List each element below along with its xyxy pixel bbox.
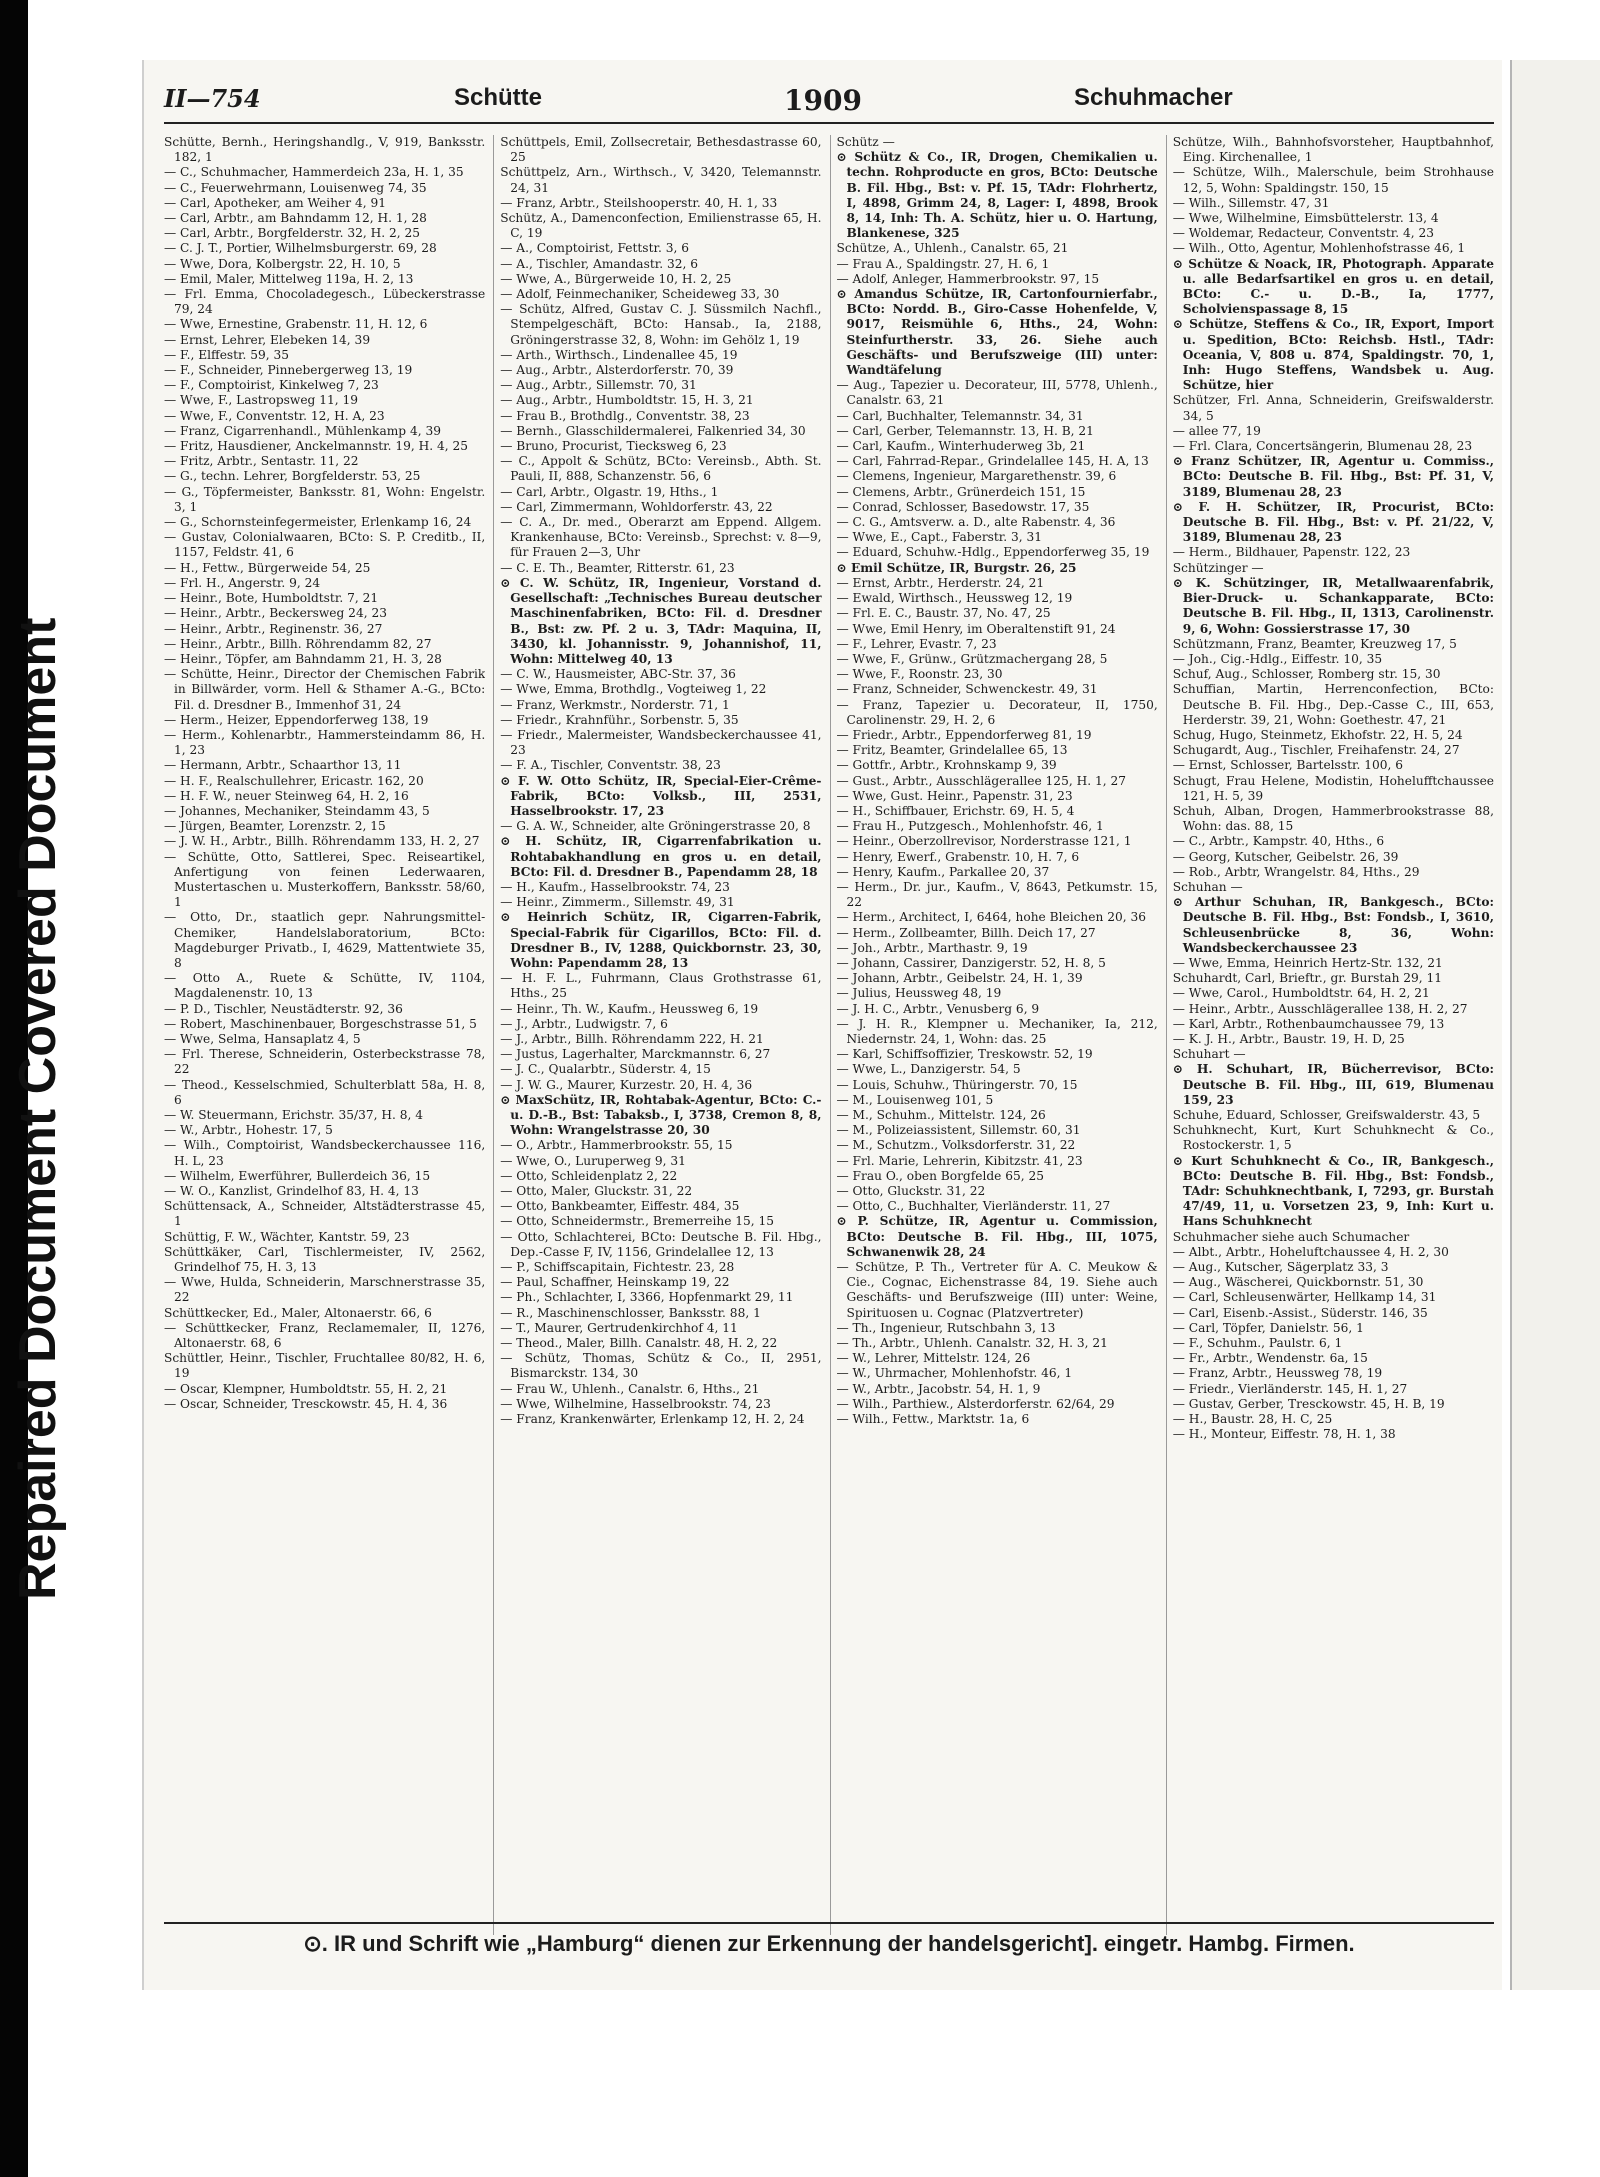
directory-entry: — M., Schutzm., Volksdorferstr. 31, 22 [836,1138,1076,1153]
directory-entry: Schütz, A., Damenconfection, Emilienstrasse 65, H. C, 19 [500,211,822,241]
directory-entry: — Carl, Fahrrad-Repar., Grindelallee 145, H. A, 13 [836,454,1149,469]
directory-entry: — R., Maschinenschlosser, Banksstr. 88, 1 [500,1305,761,1320]
header-year: 1909 [784,84,862,117]
directory-entry: — Schütze, Wilh., Malerschule, beim Strohhause 12, 5, Wohn: Spaldingstr. 150, 15 [1172,165,1494,195]
directory-entry: — Friedr., Malermeister, Wandsbeckerchaussee 41, 23 [500,727,822,758]
directory-entry: — Friedr., Vierländerstr. 145, H. 1, 27 [1172,1381,1408,1396]
directory-entry: — Adolf, Feinmechaniker, Scheideweg 33, 30 [500,287,780,302]
directory-entry: — Wwe, Wilhelmine, Eimsbüttelerstr. 13, 4 [1172,211,1439,226]
adjacent-page-edge [1510,60,1600,1990]
directory-entry: — Carl, Arbtr., Borgfelderstr. 32, H. 2, 25 [164,226,420,241]
directory-entry: — Albt., Arbtr., Hoheluftchaussee 4, H. 2, 30 [1172,1244,1449,1259]
directory-entry: — Wilh., Parthiew., Alsterdorferstr. 62/64, 29 [836,1396,1115,1411]
directory-entry: — W., Lehrer, Mittelstr. 124, 26 [836,1351,1031,1366]
directory-entry: — Carl, Zimmermann, Wohldorferstr. 43, 22 [500,499,773,514]
directory-entry: — Frl. H., Angerstr. 9, 24 [164,575,321,590]
directory-entry: — H. F., Realschullehrer, Ericastr. 162, 20 [164,773,424,788]
directory-entry: — M., Schuhm., Mittelstr. 124, 26 [836,1108,1046,1122]
directory-entry: — Wilh., Otto, Agentur, Mohlenhofstrasse 46, 1 [1172,241,1466,256]
directory-entry: — F., Schneider, Pinnebergerweg 13, 19 [164,363,413,378]
directory-entry: — Otto, Maler, Gluckstr. 31, 22 [500,1184,693,1199]
directory-entry: — G., Töpfermeister, Banksstr. 81, Wohn: Engelstr. 3, 1 [164,484,486,514]
directory-entry: — Paul, Schaffner, Heinskamp 19, 22 [500,1275,730,1290]
directory-entry: Schützinger — [1172,560,1264,575]
directory-entry: — Wwe, Emma, Heinrich Hertz-Str. 132, 21 [1172,955,1443,970]
directory-entry: — Friedr., Krahnführ., Sorbenstr. 5, 35 [500,712,739,727]
directory-entry: — Frau A., Spaldingstr. 27, H. 6, 1 [836,256,1050,271]
directory-entry: — Heinr., Bote, Humboldtstr. 7, 21 [164,591,379,606]
directory-entry: — M., Polizeiassistent, Sillemstr. 60, 31 [836,1123,1081,1138]
directory-entry: — F. A., Tischler, Conventstr. 38, 23 [500,758,721,773]
directory-entry: — H., Baustr. 28, H. C, 25 [1172,1412,1333,1427]
directory-entry: ⊙ MaxSchütz, IR, Rohtabak-Agentur, BCto: C.- u. D.-B., Bst: Tabaksb., I, 3738, Cremon 8, 8, Wohn: Wrangelstrasse 20, 30 [500,1092,822,1138]
directory-entry: Schuhardt, Carl, Brieftr., gr. Burstah 29, 11 [1172,971,1443,986]
directory-entry: — Herm., Dr. jur., Kaufm., V, 8643, Petkumstr. 15, 22 [836,879,1158,910]
directory-entry: — P. D., Tischler, Neustädterstr. 92, 36 [164,1001,403,1016]
directory-entry: — Wwe, Hulda, Schneiderin, Marschnerstrasse 35, 22 [164,1275,486,1305]
directory-entry: — Otto, Schlachterei, BCto: Deutsche B. Fil. Hbg., Dep.-Casse F, IV, 1156, Grindelallee 12, 13 [500,1229,822,1259]
directory-entry: — A., Tischler, Amandastr. 32, 6 [500,256,698,271]
directory-entry: — Heinr., Arbtr., Beckersweg 24, 23 [164,606,387,621]
directory-entry: — H., Schiffbauer, Erichstr. 69, H. 5, 4 [836,803,1075,818]
directory-entry: — Heinr., Oberzollrevisor, Norderstrasse 121, 1 [836,834,1132,849]
directory-entry: Schüttpelz, Arn., Wirthsch., V, 3420, Telemannstr. 24, 31 [500,165,822,195]
directory-entry: — Arth., Wirthsch., Lindenallee 45, 19 [500,347,738,362]
directory-entry: — Johannes, Mechaniker, Steindamm 43, 5 [164,803,430,818]
directory-entry: — Frl. E. C., Baustr. 37, No. 47, 25 [836,606,1051,621]
directory-entry: — Adolf, Anleger, Hammerbrookstr. 97, 15 [836,271,1100,286]
directory-entry: — G., techn. Lehrer, Borgfelderstr. 53, 25 [164,469,421,484]
entry-columns [164,135,1494,1935]
directory-entry: — W. Steuermann, Erichstr. 35/37, H. 8, 4 [164,1108,424,1122]
directory-entry: — Georg, Kutscher, Geibelstr. 26, 39 [1172,849,1399,864]
directory-entry: — C. A., Dr. med., Oberarzt am Eppend. Allgem. Krankenhause, BCto: Vereinsb., Sprechst: v. 8—9, für Frauen 2—3, Uhr [500,515,822,560]
directory-entry: — Th., Arbtr., Uhlenh. Canalstr. 32, H. 3, 21 [836,1336,1108,1351]
directory-entry: — K. J. H., Arbtr., Baustr. 19, H. D, 25 [1172,1031,1405,1046]
directory-entry: — C. W., Hausmeister, ABC-Str. 37, 36 [500,667,736,682]
directory-entry: — Herm., Architect, I, 6464, hohe Bleichen 20, 36 [836,910,1146,925]
directory-entry: Schütze, A., Uhlenh., Canalstr. 65, 21 [836,241,1069,256]
directory-entry: — Gottfr., Arbtr., Krohnskamp 9, 39 [836,758,1057,773]
directory-entry: — C., Schuhmacher, Hammerdeich 23a, H. 1, 35 [164,165,464,180]
directory-entry: — H. F. W., neuer Steinweg 64, H. 2, 16 [164,788,409,803]
directory-entry: — Hermann, Arbtr., Schaarthor 13, 11 [164,758,402,773]
directory-entry: — W. O., Kanzlist, Grindelhof 83, H. 4, 13 [164,1184,419,1199]
directory-entry: — Schüttkecker, Franz, Reclamemaler, II, 1276, Altonaerstr. 68, 6 [164,1320,486,1351]
directory-entry: — Schütte, Heinr., Director der Chemischen Fabrik in Billwärder, vorm. Hell & Sthamer A.-G., BCto: Fil. d. Dresdner B., Immenhof 31, 24 [164,667,486,712]
directory-entry: — Wwe, Emil Henry, im Oberaltenstift 91, 24 [836,621,1116,636]
directory-entry: — Joh., Cig.-Hdlg., Eiffestr. 10, 35 [1172,651,1383,666]
directory-entry: — Schütz, Thomas, Schütz & Co., II, 2951, Bismarckstr. 134, 30 [500,1351,822,1381]
directory-entry: — Aug., Wäscherei, Quickbornstr. 51, 30 [1172,1275,1424,1290]
directory-entry: ⊙ H. Schuhart, IR, Bücherrevisor, BCto: Deutsche B. Fil. Hbg., III, 619, Blumenau 159, 23 [1172,1062,1494,1107]
directory-entry: — Heinr., Arbtr., Billh. Röhrendamm 82, 27 [164,636,432,651]
directory-entry: — C. E. Th., Beamter, Ritterstr. 61, 23 [500,560,735,575]
directory-entry: — Gust., Arbtr., Ausschlägerallee 125, H. 1, 27 [836,773,1126,788]
directory-entry: — Robert, Maschinenbauer, Borgeschstrasse 51, 5 [164,1016,477,1031]
directory-entry: Schüttkecker, Ed., Maler, Altonaerstr. 66, 6 [164,1305,432,1320]
directory-entry: — Carl, Schleusenwärter, Hellkamp 14, 31 [1172,1290,1437,1305]
directory-entry: Schuf, Aug., Schlosser, Romberg str. 15, 30 [1172,667,1441,682]
directory-entry: — Aug., Arbtr., Humboldtstr. 15, H. 3, 21 [500,393,754,408]
directory-entry: — Johann, Arbtr., Geibelstr. 24, H. 1, 39 [836,971,1083,986]
directory-entry: — Herm., Bildhauer, Papenstr. 122, 23 [1172,545,1411,560]
directory-entry: — Wwe, Selma, Hansaplatz 4, 5 [164,1031,361,1046]
directory-entry: — Heinr., Zimmerm., Sillemstr. 49, 31 [500,895,735,910]
directory-entry: — W., Arbtr., Jacobstr. 54, H. 1, 9 [836,1381,1041,1396]
directory-entry: — Herm., Zollbeamter, Billh. Deich 17, 27 [836,925,1096,940]
directory-entry: — Wilh., Fettw., Marktstr. 1a, 6 [836,1412,1030,1427]
directory-entry: — Carl, Buchhalter, Telemannstr. 34, 31 [836,408,1084,423]
column-4 [1166,135,1494,1935]
directory-entry: — J. H. C., Arbtr., Venusberg 6, 9 [836,1001,1040,1016]
directory-entry: — Otto, C., Buchhalter, Vierländerstr. 11, 27 [836,1199,1111,1214]
directory-entry: ⊙ P. Schütze, IR, Agentur u. Commission, BCto: Deutsche B. Fil. Hbg., III, 1075, Schwanenwik 28, 24 [836,1214,1158,1259]
directory-entry: Schüttensack, A., Schneider, Altstädterstrasse 45, 1 [164,1199,486,1229]
directory-entry: — Wwe, Dora, Kolbergstr. 22, H. 10, 5 [164,256,401,271]
column-2 [493,135,821,1935]
directory-entry: — Heinr., Töpfer, am Bahndamm 21, H. 3, 28 [164,651,442,666]
directory-entry: — H., Monteur, Eiffestr. 78, H. 1, 38 [1172,1427,1396,1442]
side-stamp: Repaired Document Covered Document [9,617,67,1600]
directory-entry: — Wwe, Gust. Heinr., Papenstr. 31, 23 [836,788,1073,803]
directory-entry: — Ewald, Wirthsch., Heussweg 12, 19 [836,591,1073,606]
directory-entry: — T., Maurer, Gertrudenkirchhof 4, 11 [500,1320,738,1335]
directory-entry: — Wilh., Sillemstr. 47, 31 [1172,195,1330,210]
directory-entry: — Wwe, F., Roonstr. 23, 30 [836,667,1003,682]
directory-entry: — allee 77, 19 [1172,423,1261,438]
directory-entry: — Wilhelm, Ewerführer, Bullerdeich 36, 15 [164,1168,431,1183]
page-number: II—754 [164,84,261,113]
directory-entry: — Ernst, Arbtr., Herderstr. 24, 21 [836,575,1045,590]
directory-entry: — Theod., Kesselschmied, Schulterblatt 58a, H. 8, 6 [164,1077,486,1107]
directory-entry: Schuhan — [1172,879,1243,894]
directory-entry: — Franz, Tapezier u. Decorateur, II, 1750, Carolinenstr. 29, H. 2, 6 [836,697,1158,727]
directory-entry: ⊙ Heinrich Schütz, IR, Cigarren-Fabrik, Special-Fabrik für Cigarillos, BCto: Fil. d. Dresdner B., IV, 1288, Quickbornstr. 23, 30, Wohn: Papendamm 28, 13 [500,910,822,970]
directory-entry: ⊙ H. Schütz, IR, Cigarrenfabrikation u. Rohtabakhandlung en gros u. en detail, BCto: Fil. d. Dresdner B., Papendamm 28, 18 [500,834,822,879]
directory-entry: ⊙ F. H. Schützer, IR, Procurist, BCto: Deutsche B. Fil. Hbg., Bst: v. Pf. 21/22, V, 3189, Blumenau 28, 23 [1172,499,1494,545]
directory-entry: — C. J. T., Portier, Wilhelmsburgerstr. 69, 28 [164,241,437,256]
directory-entry: — Wwe, Ernestine, Grabenstr. 11, H. 12, 6 [164,317,428,332]
directory-entry: — Otto, Bankbeamter, Eiffestr. 484, 35 [500,1199,740,1214]
directory-entry: — Schütte, Otto, Sattlerei, Spec. Reiseartikel, Anfertigung von feinen Lederwaaren, Mustertaschen u. Musterkoffern, Banksstr. 58/60, 1 [164,849,486,910]
directory-entry: Schüttig, F. W., Wächter, Kantstr. 59, 23 [164,1229,410,1244]
directory-entry: — C., Arbtr., Kampstr. 40, Hths., 6 [1172,834,1385,849]
directory-entry: — Schütze, P. Th., Vertreter für A. C. Meukow & Cie., Cognac, Eichenstrasse 84, 19. Siehe auch Geschäfts- und Berufszweige (III) unter: Weine, Spirituosen u. Cognac (Platzvertreter) [836,1260,1158,1320]
directory-entry: — Ernst, Schlosser, Bartelsstr. 100, 6 [1172,758,1403,773]
directory-entry: ⊙ C. W. Schütz, IR, Ingenieur, Vorstand d. Gesellschaft: „Technisches Bureau deutscher Maschinenfabriken, BCto: Fil. d. Dresdner B., Bst: zw. Pf. 2 u. 3, TAdr: Maquina, II, 3430, kl. Johannisstr. 9, Johannishof, 11, Wohn: Mittelweg 40, 13 [500,575,822,666]
directory-entry: — F., Elffestr. 59, 35 [164,347,290,362]
directory-entry: — C., Appolt & Schütz, BCto: Vereinsb., Abth. St. Pauli, II, 888, Schanzenstr. 56, 6 [500,454,822,484]
directory-entry: — Jürgen, Beamter, Lorenzstr. 2, 15 [164,819,386,834]
directory-entry: — C., Feuerwehrmann, Louisenweg 74, 35 [164,180,427,195]
directory-entry: — Wwe, A., Bürgerweide 10, H. 2, 25 [500,271,732,286]
directory-entry: — Fritz, Arbtr., Sentastr. 11, 22 [164,454,359,469]
directory-page [142,60,1502,1990]
header-left-keyword: Schütte [454,84,543,111]
directory-entry: Schugardt, Aug., Tischler, Freihafenstr. 24, 27 [1172,743,1460,758]
directory-entry: — Franz, Arbtr., Steilshooperstr. 40, H. 1, 33 [500,195,778,210]
header-right-keyword: Schuhmacher [1074,84,1233,111]
directory-entry: — J. W. G., Maurer, Kurzestr. 20, H. 4, 36 [500,1077,753,1092]
directory-entry: — Herm., Heizer, Eppendorferweg 138, 19 [164,712,429,727]
directory-entry: — Bruno, Procurist, Tiecksweg 6, 23 [500,439,727,454]
directory-entry: — O., Arbtr., Hammerbrookstr. 55, 15 [500,1138,733,1153]
directory-entry: — H. F. L., Fuhrmann, Claus Grothstrasse 61, Hths., 25 [500,971,822,1001]
directory-entry: ⊙ Schütz & Co., IR, Drogen, Chemikalien u. techn. Rohproducte en gros, BCto: Deutsche B. Fil. Hbg., Bst: v. Pf. 15, TAdr: Flohrhertz, I, 4898, Grimm 24, 8, Lager: I, 4898, Brook 8, 14, Inh: Th. A. Schütz, hier u. O. Hartung, Blankenese, 325 [836,150,1158,241]
directory-entry: — Oscar, Klempner, Humboldtstr. 55, H. 2, 21 [164,1381,448,1396]
directory-entry: — Frau O., oben Borgfelde 65, 25 [836,1168,1045,1183]
directory-entry: — G., Schornsteinfegermeister, Erlenkamp 16, 24 [164,515,472,530]
directory-entry: — Wwe, F., Conventstr. 12, H. A, 23 [164,408,385,423]
directory-entry: — J., Arbtr., Billh. Röhrendamm 222, H. 21 [500,1031,764,1046]
directory-entry: ⊙ Emil Schütze, IR, Burgstr. 26, 25 [836,560,1077,575]
directory-entry: — Otto, Dr., staatlich gepr. Nahrungsmittel-Chemiker, Handelslaboratorium, BCto: Magdeburger Privatb., I, 4629, Mattentwiete 35, 8 [164,910,486,970]
directory-entry: — Frl. Emma, Chocoladegesch., Lübeckerstrasse 79, 24 [164,287,486,317]
directory-entry: — J. H. R., Klempner u. Mechaniker, Ia, 212, Niedernstr. 24, 1, Wohn: das. 25 [836,1016,1158,1046]
directory-entry: — Emil, Maler, Mittelweg 119a, H. 2, 13 [164,271,414,286]
directory-entry: — Oscar, Schneider, Tresckowstr. 45, H. 4, 36 [164,1396,448,1411]
directory-entry: — Frl. Marie, Lehrerin, Kibitzstr. 41, 23 [836,1153,1083,1168]
column-1 [164,135,485,1935]
directory-entry: Schütze, Wilh., Bahnhofsvorsteher, Hauptbahnhof, Eing. Kirchenallee, 1 [1172,135,1494,165]
directory-entry: — Wwe, Carol., Humboldtstr. 64, H. 2, 21 [1172,986,1430,1001]
directory-entry: ⊙ K. Schützinger, IR, Metallwaarenfabrik, Bier-Druck- u. Schankapparate, BCto: Deutsche B. Fil. Hbg., II, 1313, Carolinenstr. 9, 6, Wohn: Gossierstrasse 17, 30 [1172,575,1494,636]
directory-entry: — Heinr., Arbtr., Ausschlägerallee 138, H. 2, 27 [1172,1001,1468,1016]
directory-entry: Schugt, Frau Helene, Modistin, Hohelufftchaussee 121, H. 5, 39 [1172,773,1494,803]
directory-entry: ⊙ Franz Schützer, IR, Agentur u. Commiss., BCto: Deutsche B. Fil. Hbg., Bst: Pf. 31, V, 3189, Blumenau 28, 23 [1172,454,1494,499]
directory-entry: — Gustav, Colonialwaaren, BCto: S. P. Creditb., II, 1157, Feldstr. 41, 6 [164,530,486,560]
directory-entry: — Julius, Heussweg 48, 19 [836,986,1002,1001]
directory-entry: — Wwe, Wilhelmine, Hasselbrookstr. 74, 23 [500,1396,771,1411]
directory-entry: — Wwe, Emma, Brothdlg., Vogteiweg 1, 22 [500,682,767,697]
directory-entry: — G. A. W., Schneider, alte Gröningerstrasse 20, 8 [500,819,811,834]
column-3 [830,135,1158,1935]
directory-entry: — Otto A., Ruete & Schütte, IV, 1104, Magdalenenstr. 10, 13 [164,971,486,1001]
directory-entry: — P., Schiffscapitain, Fichtestr. 23, 28 [500,1260,735,1275]
page-header [164,72,1494,124]
directory-entry: — Aug., Kutscher, Sägerplatz 33, 3 [1172,1260,1389,1275]
directory-entry: — Otto, Gluckstr. 31, 22 [836,1184,986,1199]
directory-entry: Schuhmacher siehe auch Schumacher [1172,1229,1410,1244]
directory-entry: — Carl, Arbtr., Olgastr. 19, Hths., 1 [500,484,719,499]
directory-entry: — Franz, Cigarrenhandl., Mühlenkamp 4, 39 [164,423,441,438]
directory-entry: — Wilh., Comptoirist, Wandsbeckerchaussee 116, H. L, 23 [164,1138,486,1168]
directory-entry: ⊙ Arthur Schuhan, IR, Bankgesch., BCto: Deutsche B. Fil. Hbg., Bst: Fondsb., I, 3610, Schleusenbrücke 8, 36, Wohn: Wandsbeckerchaussee 23 [1172,895,1494,955]
directory-entry: — Ph., Schlachter, I, 3366, Hopfenmarkt 29, 11 [500,1290,794,1305]
directory-entry: — Ernst, Lehrer, Elebeken 14, 39 [164,332,371,347]
page-footer: ⊙. IR und Schrift wie „Hamburg“ dienen zur Erkennung der handelsgericht]. eingetr. Hambg. Firmen. [164,1922,1494,1964]
directory-entry: — Fritz, Beamter, Grindelallee 65, 13 [836,743,1068,758]
directory-entry: — Franz, Arbtr., Heussweg 78, 19 [1172,1366,1383,1381]
directory-entry: — Carl, Eisenb.-Assist., Süderstr. 146, 35 [1172,1305,1428,1320]
directory-entry: — Woldemar, Redacteur, Conventstr. 4, 23 [1172,226,1435,241]
directory-entry: Schützmann, Franz, Beamter, Kreuzweg 17, 5 [1172,636,1457,651]
directory-entry: — Wwe, E., Capt., Faberstr. 3, 31 [836,530,1043,545]
directory-entry: — Conrad, Schlosser, Basedowstr. 17, 35 [836,499,1090,514]
directory-entry: — Clemens, Ingenieur, Margarethenstr. 39, 6 [836,469,1117,484]
directory-entry: Schüttler, Heinr., Tischler, Fruchtallee 80/82, H. 6, 19 [164,1351,486,1381]
directory-entry: ⊙ Kurt Schuhknecht & Co., IR, Bankgesch., BCto: Deutsche B. Fil. Hbg., Bst: Fondsb., TAdr: Schuhknechtbank, I, 7293, gr. Burstah 47/49, 11, u. Vorsetzen 23, 9, Inh: Kurt u. Hans Schuhknecht [1172,1153,1494,1229]
directory-entry: — Joh., Arbtr., Marthastr. 9, 19 [836,940,1028,955]
directory-entry: Schüttpels, Emil, Zollsecretair, Bethesdastrasse 60, 25 [500,135,822,165]
directory-entry: — Louis, Schuhw., Thüringerstr. 70, 15 [836,1077,1078,1092]
directory-entry: — Aug., Arbtr., Sillemstr. 70, 31 [500,378,697,393]
directory-entry: — Th., Ingenieur, Rutschbahn 3, 13 [836,1320,1056,1335]
directory-entry: — Wwe, L., Danzigerstr. 54, 5 [836,1062,1021,1077]
directory-entry: — Herm., Kohlenarbtr., Hammersteindamm 86, H. 1, 23 [164,727,486,758]
directory-entry: — Carl, Kaufm., Winterhuderweg 3b, 21 [836,439,1086,454]
directory-entry: Schütte, Bernh., Heringshandlg., V, 919, Banksstr. 182, 1 [164,135,486,165]
directory-entry: — F., Schuhm., Paulstr. 6, 1 [1172,1336,1343,1351]
directory-entry: — H., Fettw., Bürgerweide 54, 25 [164,560,371,575]
directory-entry: Schüttkäker, Carl, Tischlermeister, IV, 2562, Grindelhof 75, H. 3, 13 [164,1244,486,1275]
directory-entry: — H., Kaufm., Hasselbrookstr. 74, 23 [500,879,730,894]
directory-entry: — Franz, Schneider, Schwenckestr. 49, 31 [836,682,1098,697]
directory-entry: — Schütz, Alfred, Gustav C. J. Süssmilch Nachfl., Stempelgeschäft, BCto: Hansab., Ia, 2188, Gröningerstrasse 32, 8, Wohn: im Gehölz 1, 19 [500,302,822,347]
directory-entry: Schützer, Frl. Anna, Schneiderin, Greifswalderstr. 34, 5 [1172,393,1494,423]
directory-entry: — Carl, Töpfer, Danielstr. 56, 1 [1172,1320,1364,1335]
directory-entry: — Frau W., Uhlenh., Canalstr. 6, Hths., 21 [500,1381,760,1396]
directory-entry: ⊙ F. W. Otto Schütz, IR, Special-Eier-Crême-Fabrik, BCto: Volksb., III, 2531, Hasselbrookstr. 17, 23 [500,773,822,818]
directory-entry: — Wwe, F., Lastropsweg 11, 19 [164,393,358,408]
directory-entry: — Frl. Therese, Schneiderin, Osterbeckstrasse 78, 22 [164,1047,486,1077]
directory-entry: — J. C., Qualarbtr., Süderstr. 4, 15 [500,1062,711,1077]
directory-entry: — Franz, Krankenwärter, Erlenkamp 12, H. 2, 24 [500,1412,805,1427]
directory-entry: — W., Uhrmacher, Mohlenhofstr. 46, 1 [836,1366,1073,1381]
directory-entry: — Wwe, O., Luruperweg 9, 31 [500,1153,686,1168]
directory-entry: — Otto, Schneidermstr., Bremerreihe 15, 15 [500,1214,775,1229]
directory-entry: — Gustav, Gerber, Tresckowstr. 45, H. B, 19 [1172,1396,1445,1411]
directory-entry: — Franz, Werkmstr., Norderstr. 71, 1 [500,697,730,712]
directory-entry: — M., Louisenweg 101, 5 [836,1092,994,1107]
directory-entry: — Wwe, F., Grünw., Grützmachergang 28, 5 [836,651,1108,666]
directory-entry: — Clemens, Arbtr., Grünerdeich 151, 15 [836,484,1086,499]
directory-entry: — Carl, Arbtr., am Bahndamm 12, H. 1, 28 [164,211,427,226]
directory-entry: — Johann, Cassirer, Danzigerstr. 52, H. 8, 5 [836,955,1106,970]
directory-entry: — Otto, Schleidenplatz 2, 22 [500,1168,678,1183]
directory-entry: — Rob., Arbtr, Wrangelstr. 84, Hths., 29 [1172,864,1420,879]
directory-entry: — Theod., Maler, Billh. Canalstr. 48, H. 2, 22 [500,1336,778,1351]
directory-entry: — J., Arbtr., Ludwigstr. 7, 6 [500,1016,668,1031]
directory-entry: ⊙ Schütze, Steffens & Co., IR, Export, Import u. Spedition, BCto: Reichsb. Hstl., TAdr: Oceania, V, 808 u. 874, Spaldingstr. 70, 1, Inh: Hugo Steffens, Wandsbek u. Aug. Schütze, hier [1172,317,1494,393]
directory-entry: — F., Comptoirist, Kinkelweg 7, 23 [164,378,379,393]
directory-entry: — W., Arbtr., Hohestr. 17, 5 [164,1123,333,1138]
directory-entry: — Henry, Ewerf., Grabenstr. 10, H. 7, 6 [836,849,1080,864]
directory-entry: — Carl, Gerber, Telemannstr. 13, H. B, 21 [836,423,1094,438]
directory-entry: ⊙ Amandus Schütze, IR, Cartonfournierfabr., BCto: Nordd. B., Giro-Casse Hohenfelde, V, 9017, Reismühle 6, Hths., 24, Wohn: Steinfurtherstr. 33, 26. Siehe auch Geschäfts- und Berufszweige (III) unter: Wandtäfelung [836,287,1158,378]
directory-entry: — Aug., Arbtr., Alsterdorferstr. 70, 39 [500,363,734,378]
directory-entry: — J. W. H., Arbtr., Billh. Röhrendamm 133, H. 2, 27 [164,834,480,849]
directory-entry: — Karl, Arbtr., Rothenbaumchaussee 79, 13 [1172,1016,1445,1031]
directory-entry: — Karl, Schiffsoffizier, Treskowstr. 52, 19 [836,1047,1093,1062]
directory-entry: ⊙ Schütze & Noack, IR, Photograph. Apparate u. alle Bedarfsartikel en gros u. en detail, BCto: C.- u. D.-B., Ia, 1777, Scholvienspassage 8, 15 [1172,256,1494,317]
directory-entry: — Aug., Tapezier u. Decorateur, III, 5778, Uhlenh., Canalstr. 63, 21 [836,378,1158,408]
directory-entry: — Bernh., Glasschildermalerei, Falkenried 34, 30 [500,423,806,438]
directory-entry: — Heinr., Arbtr., Reginenstr. 36, 27 [164,621,383,636]
directory-entry: — Frau H., Putzgesch., Mohlenhofstr. 46, 1 [836,819,1104,834]
directory-entry: Schuhe, Eduard, Schlosser, Greifswalderstr. 43, 5 [1172,1108,1481,1122]
directory-entry: — Frl. Clara, Concertsängerin, Blumenau 28, 23 [1172,439,1473,454]
directory-entry: — F., Lehrer, Evastr. 7, 23 [836,636,997,651]
directory-entry: — A., Comptoirist, Fettstr. 3, 6 [500,241,689,256]
directory-entry: — Henry, Kaufm., Parkallee 20, 37 [836,864,1050,879]
directory-entry: Schütz — [836,135,895,149]
directory-entry: Schuffian, Martin, Herrenconfection, BCto: Deutsche B. Fil. Hbg., Dep.-Casse C., III, 653, Herderstr. 39, 21, Wohn: Goethestr. 47, 21 [1172,682,1494,727]
directory-entry: — Frau B., Brothdlg., Conventstr. 38, 23 [500,408,750,423]
directory-entry: Schug, Hugo, Steinmetz, Ekhofstr. 22, H. 5, 24 [1172,727,1463,742]
directory-entry: — Fr., Arbtr., Wendenstr. 6a, 15 [1172,1351,1368,1366]
directory-entry: Schuhknecht, Kurt, Kurt Schuhknecht & Co., Rostockerstr. 1, 5 [1172,1123,1494,1153]
directory-entry: Schuhart — [1172,1047,1246,1062]
directory-entry: — Justus, Lagerhalter, Marckmannstr. 6, 27 [500,1047,771,1062]
directory-entry: Schuh, Alban, Drogen, Hammerbrookstrasse 88, Wohn: das. 88, 15 [1172,803,1494,834]
directory-entry: — Fritz, Hausdiener, Anckelmannstr. 19, H. 4, 25 [164,439,469,454]
directory-entry: — Friedr., Arbtr., Eppendorferweg 81, 19 [836,727,1092,742]
directory-entry: — Eduard, Schuhw.-Hdlg., Eppendorferweg 35, 19 [836,545,1150,560]
directory-entry: — Carl, Apotheker, am Weiher 4, 91 [164,195,386,210]
directory-entry: — C. G., Amtsverw. a. D., alte Rabenstr. 4, 36 [836,515,1116,530]
directory-entry: — Heinr., Th. W., Kaufm., Heussweg 6, 19 [500,1001,759,1016]
